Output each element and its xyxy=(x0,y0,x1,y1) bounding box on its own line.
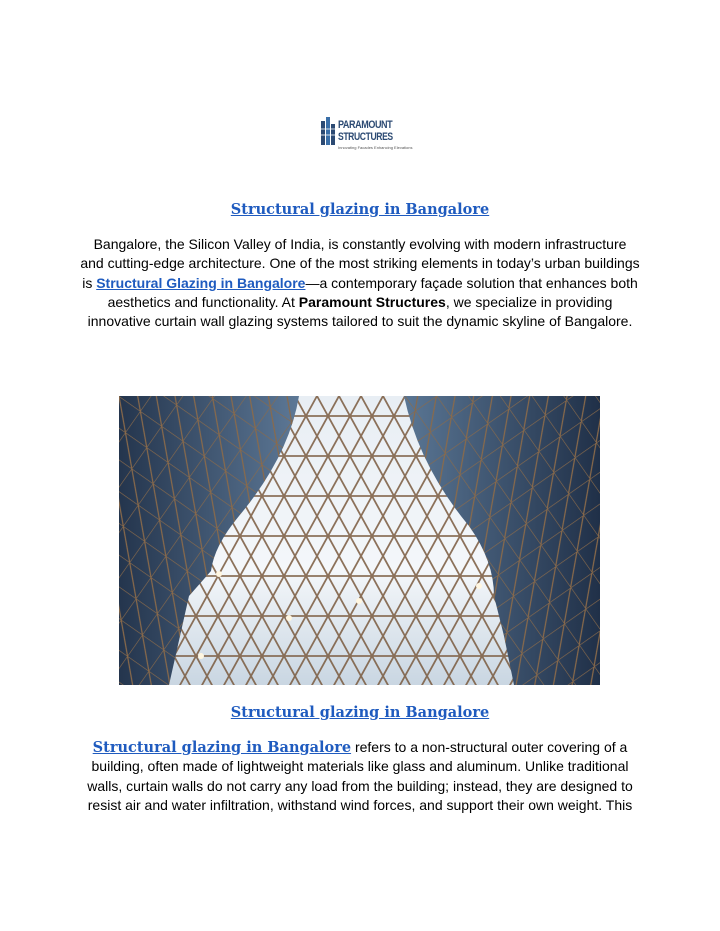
company-logo xyxy=(320,115,413,153)
glass-roof-photo xyxy=(119,396,600,685)
section-heading-2[interactable]: Structural glazing in Bangalore xyxy=(230,704,490,721)
intro-text-3: , we specialize in providing innovative curtain wall glazing systems tailored to suit the dynamic skyline of Bangalore. xyxy=(87,293,633,330)
intro-text-1: Bangalore, the Silicon Valley of India, is constantly evolving with modern infrastructure and cutting-edge architecture. One of the most striking elements in today’s urban buildings is xyxy=(80,236,640,291)
definition-paragraph xyxy=(80,738,640,815)
structural-glazing-link[interactable]: Structural Glazing in Bangalore xyxy=(96,274,306,291)
logo-text-line2: STRUCTURES xyxy=(338,131,393,143)
intro-paragraph xyxy=(80,235,640,331)
company-name: Paramount Structures xyxy=(298,293,446,310)
definition-text: refers to a non-structural outer covering of a building, often made of lightweight materials like glass and aluminum. Unlike traditional walls, curtain walls do not carry any load from the building; instead, they are designed to resist air and water infiltration, withstand wind forces, and support their own weight. This xyxy=(87,739,633,813)
building-logo-icon xyxy=(320,115,338,147)
section-heading-1[interactable]: Structural glazing in Bangalore xyxy=(230,201,490,218)
logo-text-line1: PARAMOUNT xyxy=(338,119,393,131)
logo-tagline: Innovating Facades Enhancing Elevations xyxy=(338,145,413,150)
intro-text-2: —a contemporary façade solution that enhances both aesthetics and functionality. At xyxy=(107,274,638,310)
structural-glazing-link-2[interactable]: Structural glazing in Bangalore xyxy=(92,739,352,756)
